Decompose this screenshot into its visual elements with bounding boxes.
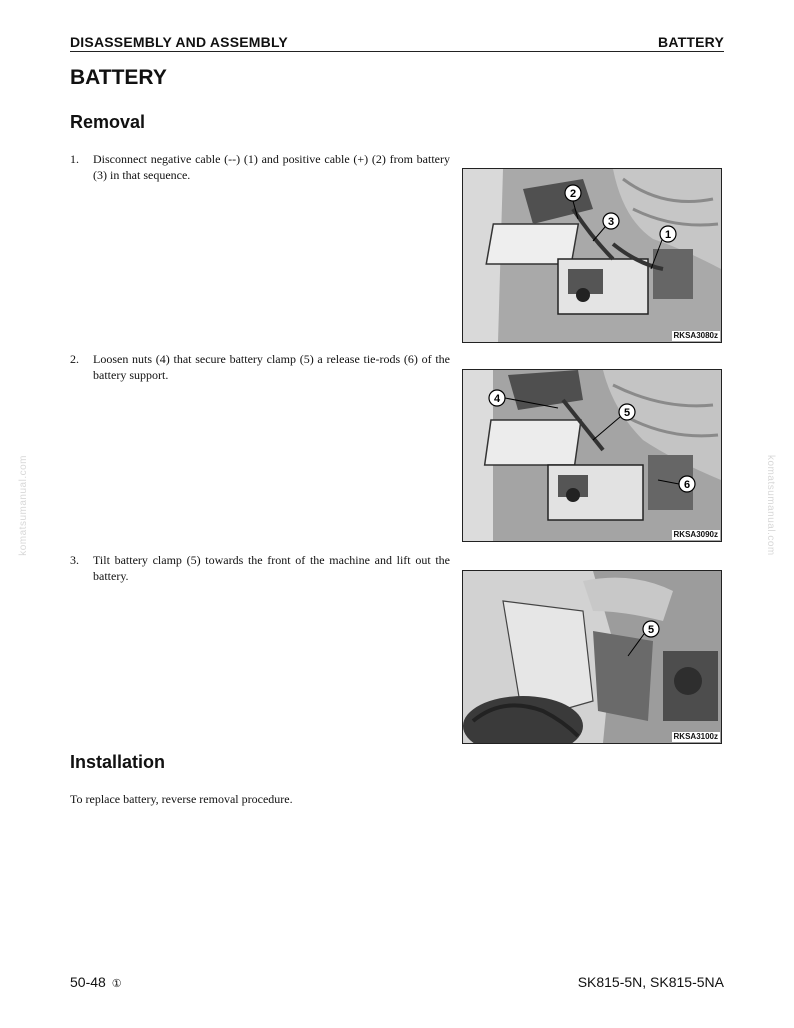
figure-code: RKSA3090z: [673, 530, 718, 539]
watermark-left: komatsumanual.com: [18, 455, 29, 556]
installation-text: To replace battery, reverse removal procedure.: [70, 792, 293, 806]
page-title: BATTERY: [70, 66, 167, 89]
callout-label: 5: [623, 407, 631, 419]
step-1: [70, 152, 450, 183]
step-number: 1.: [70, 152, 79, 166]
callout-label: 4: [493, 393, 501, 405]
figure-battery-clamp-photo: [462, 369, 722, 542]
step-3: [70, 553, 450, 584]
page-number-value: 50-48: [70, 974, 106, 990]
model-number: SK815-5N, SK815-5NA: [577, 974, 724, 990]
topic-header: BATTERY: [658, 34, 724, 50]
installation-heading: Installation: [70, 752, 166, 772]
battery-clamp-illustration: [463, 370, 721, 541]
figure-battery-cables-photo: [462, 168, 722, 343]
revision-mark-icon: ①: [111, 978, 122, 990]
header-rule: [70, 51, 724, 52]
step-text: Tilt battery clamp (5) towards the front of the machine and lift out the battery.: [93, 553, 450, 583]
battery-cables-illustration: [463, 169, 721, 342]
figure-code: RKSA3080z: [673, 331, 718, 340]
callout-label: 5: [647, 624, 655, 636]
figure-battery-lift-photo: [462, 570, 722, 744]
step-text: Disconnect negative cable (--) (1) and positive cable (+) (2) from battery (3) in that sequence.: [93, 152, 450, 182]
callout-label: 3: [607, 216, 615, 228]
step-2: [70, 352, 450, 383]
figure-code: RKSA3100z: [673, 732, 718, 741]
callout-label: 1: [664, 229, 672, 241]
watermark-right: komatsumanual.com: [765, 455, 776, 556]
page-number: [70, 974, 122, 990]
step-number: 3.: [70, 553, 79, 567]
callout-label: 6: [683, 479, 691, 491]
step-number: 2.: [70, 352, 79, 366]
section-header: DISASSEMBLY AND ASSEMBLY: [70, 34, 288, 50]
removal-heading: Removal: [70, 112, 146, 132]
battery-lift-illustration: [463, 571, 721, 743]
callout-label: 2: [569, 188, 577, 200]
step-text: Loosen nuts (4) that secure battery clamp (5) a release tie-rods (6) of the battery support.: [93, 352, 450, 382]
